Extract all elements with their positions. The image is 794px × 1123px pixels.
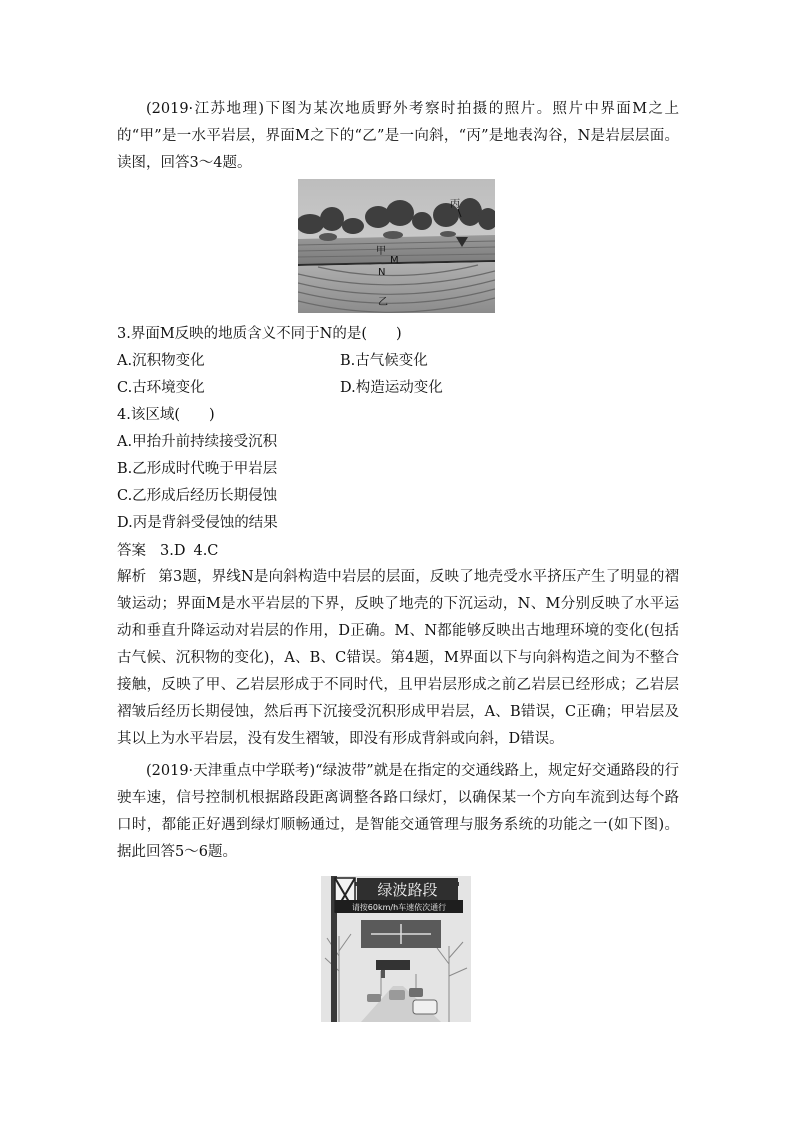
- sign-subtitle: 请按60km/h车速依次通行: [351, 903, 447, 912]
- label-yi: 乙: [378, 297, 388, 308]
- geology-photo: [298, 179, 495, 313]
- q3-option-b: B.古气候变化: [340, 353, 428, 369]
- analysis-paragraph: [117, 564, 679, 753]
- label-m: M: [390, 255, 399, 266]
- q3-option-c: C.古环境变化: [117, 380, 205, 396]
- sign-title: 绿波路段: [377, 881, 438, 899]
- analysis-label: 解析: [117, 569, 147, 585]
- q4-option-c: C.乙形成后经历长期侵蚀: [117, 488, 278, 504]
- q4-option-a: A.甲抬升前持续接受沉积: [117, 434, 278, 450]
- label-bing: 丙: [450, 199, 460, 210]
- question-4-stem: 4.该区域( ): [117, 407, 215, 423]
- q4-option-d: D.丙是背斜受侵蚀的结果: [117, 515, 278, 531]
- intro-paragraph-q3-4: (2019·江苏地理)下图为某次地质野外考察时拍摄的照片。照片中界面M之上的“甲”是一水平岩层，界面M之下的“乙”是一向斜，“丙”是地表沟谷，N是岩层层面。读图，回答3～4题。: [117, 101, 679, 171]
- label-n: N: [378, 267, 386, 278]
- green-wave-photo: [321, 876, 471, 1022]
- q4-option-b: B.乙形成时代晚于甲岩层: [117, 461, 278, 477]
- answer-line: [117, 541, 226, 561]
- label-jia: 甲: [376, 246, 386, 257]
- q3-option-a: A.沉积物变化: [117, 353, 205, 369]
- answer-4: 4.C: [193, 543, 219, 559]
- question-3-stem: 3.界面M反映的地质含义不同于N的是( ): [117, 326, 402, 342]
- analysis-text: 第3题，界线N是向斜构造中岩层的层面，反映了地壳受水平挤压产生了明显的褶皱运动；界面M是水平岩层的下界，反映了地壳的下沉运动，N、M分别反映了水平运动和垂直升降运动对岩层的作用，D正确。M、N都能够反映出古地理环境的变化(包括古气候、沉积物的变化)，A、B、C错误。第4题，M界面以下与向斜构造之间为不整合接触，反映了甲、乙岩层形成于不同时代，且甲岩层形成之前乙岩层已经形成；乙岩层褶皱后经历长期侵蚀，然后再下沉接受沉积形成甲岩层，A、B错误，C正确；甲岩层及其以上为水平岩层，没有发生褶皱，即没有形成背斜或向斜，D错误。: [117, 569, 680, 747]
- answer-3: 3.D: [160, 543, 186, 559]
- answer-label: 答案: [117, 543, 146, 559]
- intro-paragraph-q5-6: (2019·天津重点中学联考)“绿波带”就是在指定的交通线路上，规定好交通路段的行驶车速，信号控制机根据路段距离调整各路口绿灯，以确保某一个方向车流到达每个路口时，都能正好遇到绿灯顺畅通过，是智能交通管理与服务系统的功能之一(如下图)。据此回答5～6题。: [117, 763, 679, 860]
- q3-option-d: D.构造运动变化: [340, 380, 443, 396]
